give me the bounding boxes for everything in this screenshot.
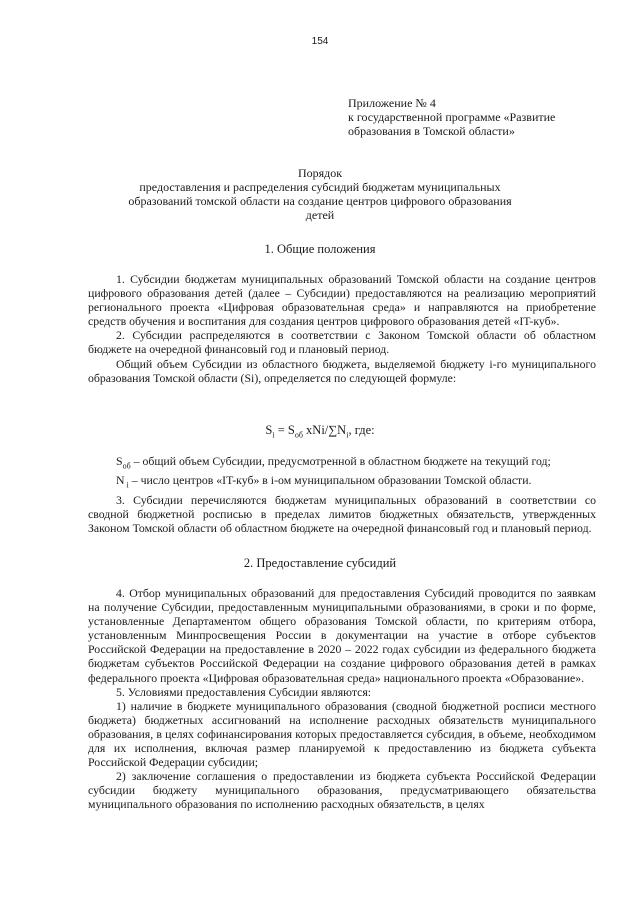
formula-part: S: [265, 423, 273, 437]
definition: [88, 454, 596, 473]
paragraph: Общий объем Субсидии из областного бюджета, выделяемой бюджету i-го муниципального образования Томской области (Si), определяется по следующей формуле:: [88, 356, 596, 385]
document-title: [70, 166, 570, 222]
definition: [88, 473, 596, 492]
definition-subscript: об: [122, 461, 131, 471]
formula-part: , где:: [348, 423, 375, 437]
title-line: образований томской области на создание центров цифрового образования: [128, 194, 512, 208]
paragraph: 4. Отбор муниципальных образований для предоставления Субсидий проводится по заявкам на получение Субсидии, предоставленным муниципальными образованиями, в сроки и по форме, установленные Департаментом общего образования Томской области, по критериям отбора, установленным Минпросвещения России в документации на участие в отборе субъектов Российской Федерации на предоставление в 2020 – 2022 годах субсидии из федерального бюджета бюджетам субъектов Российской Федерации на создание цифрового образования детей в рамках федерального проекта «Цифровая образовательная среда» национального проекта «Образование».: [88, 586, 596, 685]
title-line: Порядок: [297, 166, 343, 180]
definition-subscript: i: [124, 480, 129, 490]
formula-subscript: об: [294, 430, 303, 440]
paragraph: 5. Условиями предоставления Субсидии являются:: [116, 684, 372, 699]
formula: [0, 423, 640, 440]
appendix-line: образования в Томской области»: [348, 124, 515, 138]
section-heading: 2. Предоставление субсидий: [243, 556, 397, 570]
appendix-heading: [348, 96, 555, 138]
title-line: предоставления и распределения субсидий бюджетам муниципальных: [139, 180, 501, 194]
paragraph: 2) заключение соглашения о предоставлении из бюджета субъекта Российской Федерации субсидии бюджету муниципального образования, предусматривающего обязательства муниципального образования по исполнению расходных обязательств, в целях: [88, 769, 596, 812]
section2-body: [88, 586, 596, 812]
paragraph: 1. Субсидии бюджетам муниципальных образований Томской области на создание центров цифрового образования детей (далее – Субсидии) предоставляются на реализацию мероприятий регионального проекта «Цифровая образовательная среда» и направляются на приобретение средств обучения и воспитания для создания центров цифрового образования детей «IT-куб».: [88, 272, 596, 329]
definition-symbol: N: [116, 473, 125, 488]
appendix-line: к государственной программе «Развитие: [348, 110, 556, 124]
appendix-line: Приложение № 4: [348, 96, 436, 110]
formula-part: xNi/∑N: [302, 423, 347, 437]
definitions-block: [88, 454, 596, 535]
definition-text: – общий объем Субсидии, предусмотренной в областном бюджете на текущий год;: [130, 454, 551, 468]
section-heading: 1. Общие положения: [264, 242, 376, 256]
definition-symbol: S: [116, 454, 123, 468]
definition-text: – число центров «IT-куб» в i-ом муниципальном образовании Томской области.: [128, 473, 532, 488]
page-number: 154: [311, 36, 329, 47]
section1-body: [88, 272, 596, 385]
paragraph: 3. Субсидии перечисляются бюджетам муниципальных образований в соответствии со сводной бюджетной росписью в пределах лимитов бюджетных обязательств, утвержденных Законом Томской области об областном бюджете на очередной финансовый год и плановый период.: [88, 492, 596, 536]
formula-part: = S: [274, 423, 295, 437]
paragraph: 1) наличие в бюджете муниципального образования (сводной бюджетной росписи местного бюджета) бюджетных ассигнований на исполнение расходных обязательств муниципального образования, в целях софинансирования которых предоставляется субсидия, в объеме, необходимом для их исполнения, включая размер планируемой к предоставлению из бюджета субъекта Российской Федерации субсидии;: [88, 698, 596, 770]
formula-subscript: i: [272, 430, 275, 440]
paragraph: 2. Субсидии распределяются в соответствии с Законом Томской области об областном бюджете на очередной финансовый год и плановый период.: [88, 328, 596, 357]
title-line: детей: [305, 208, 335, 222]
formula-subscript: i: [346, 430, 349, 440]
